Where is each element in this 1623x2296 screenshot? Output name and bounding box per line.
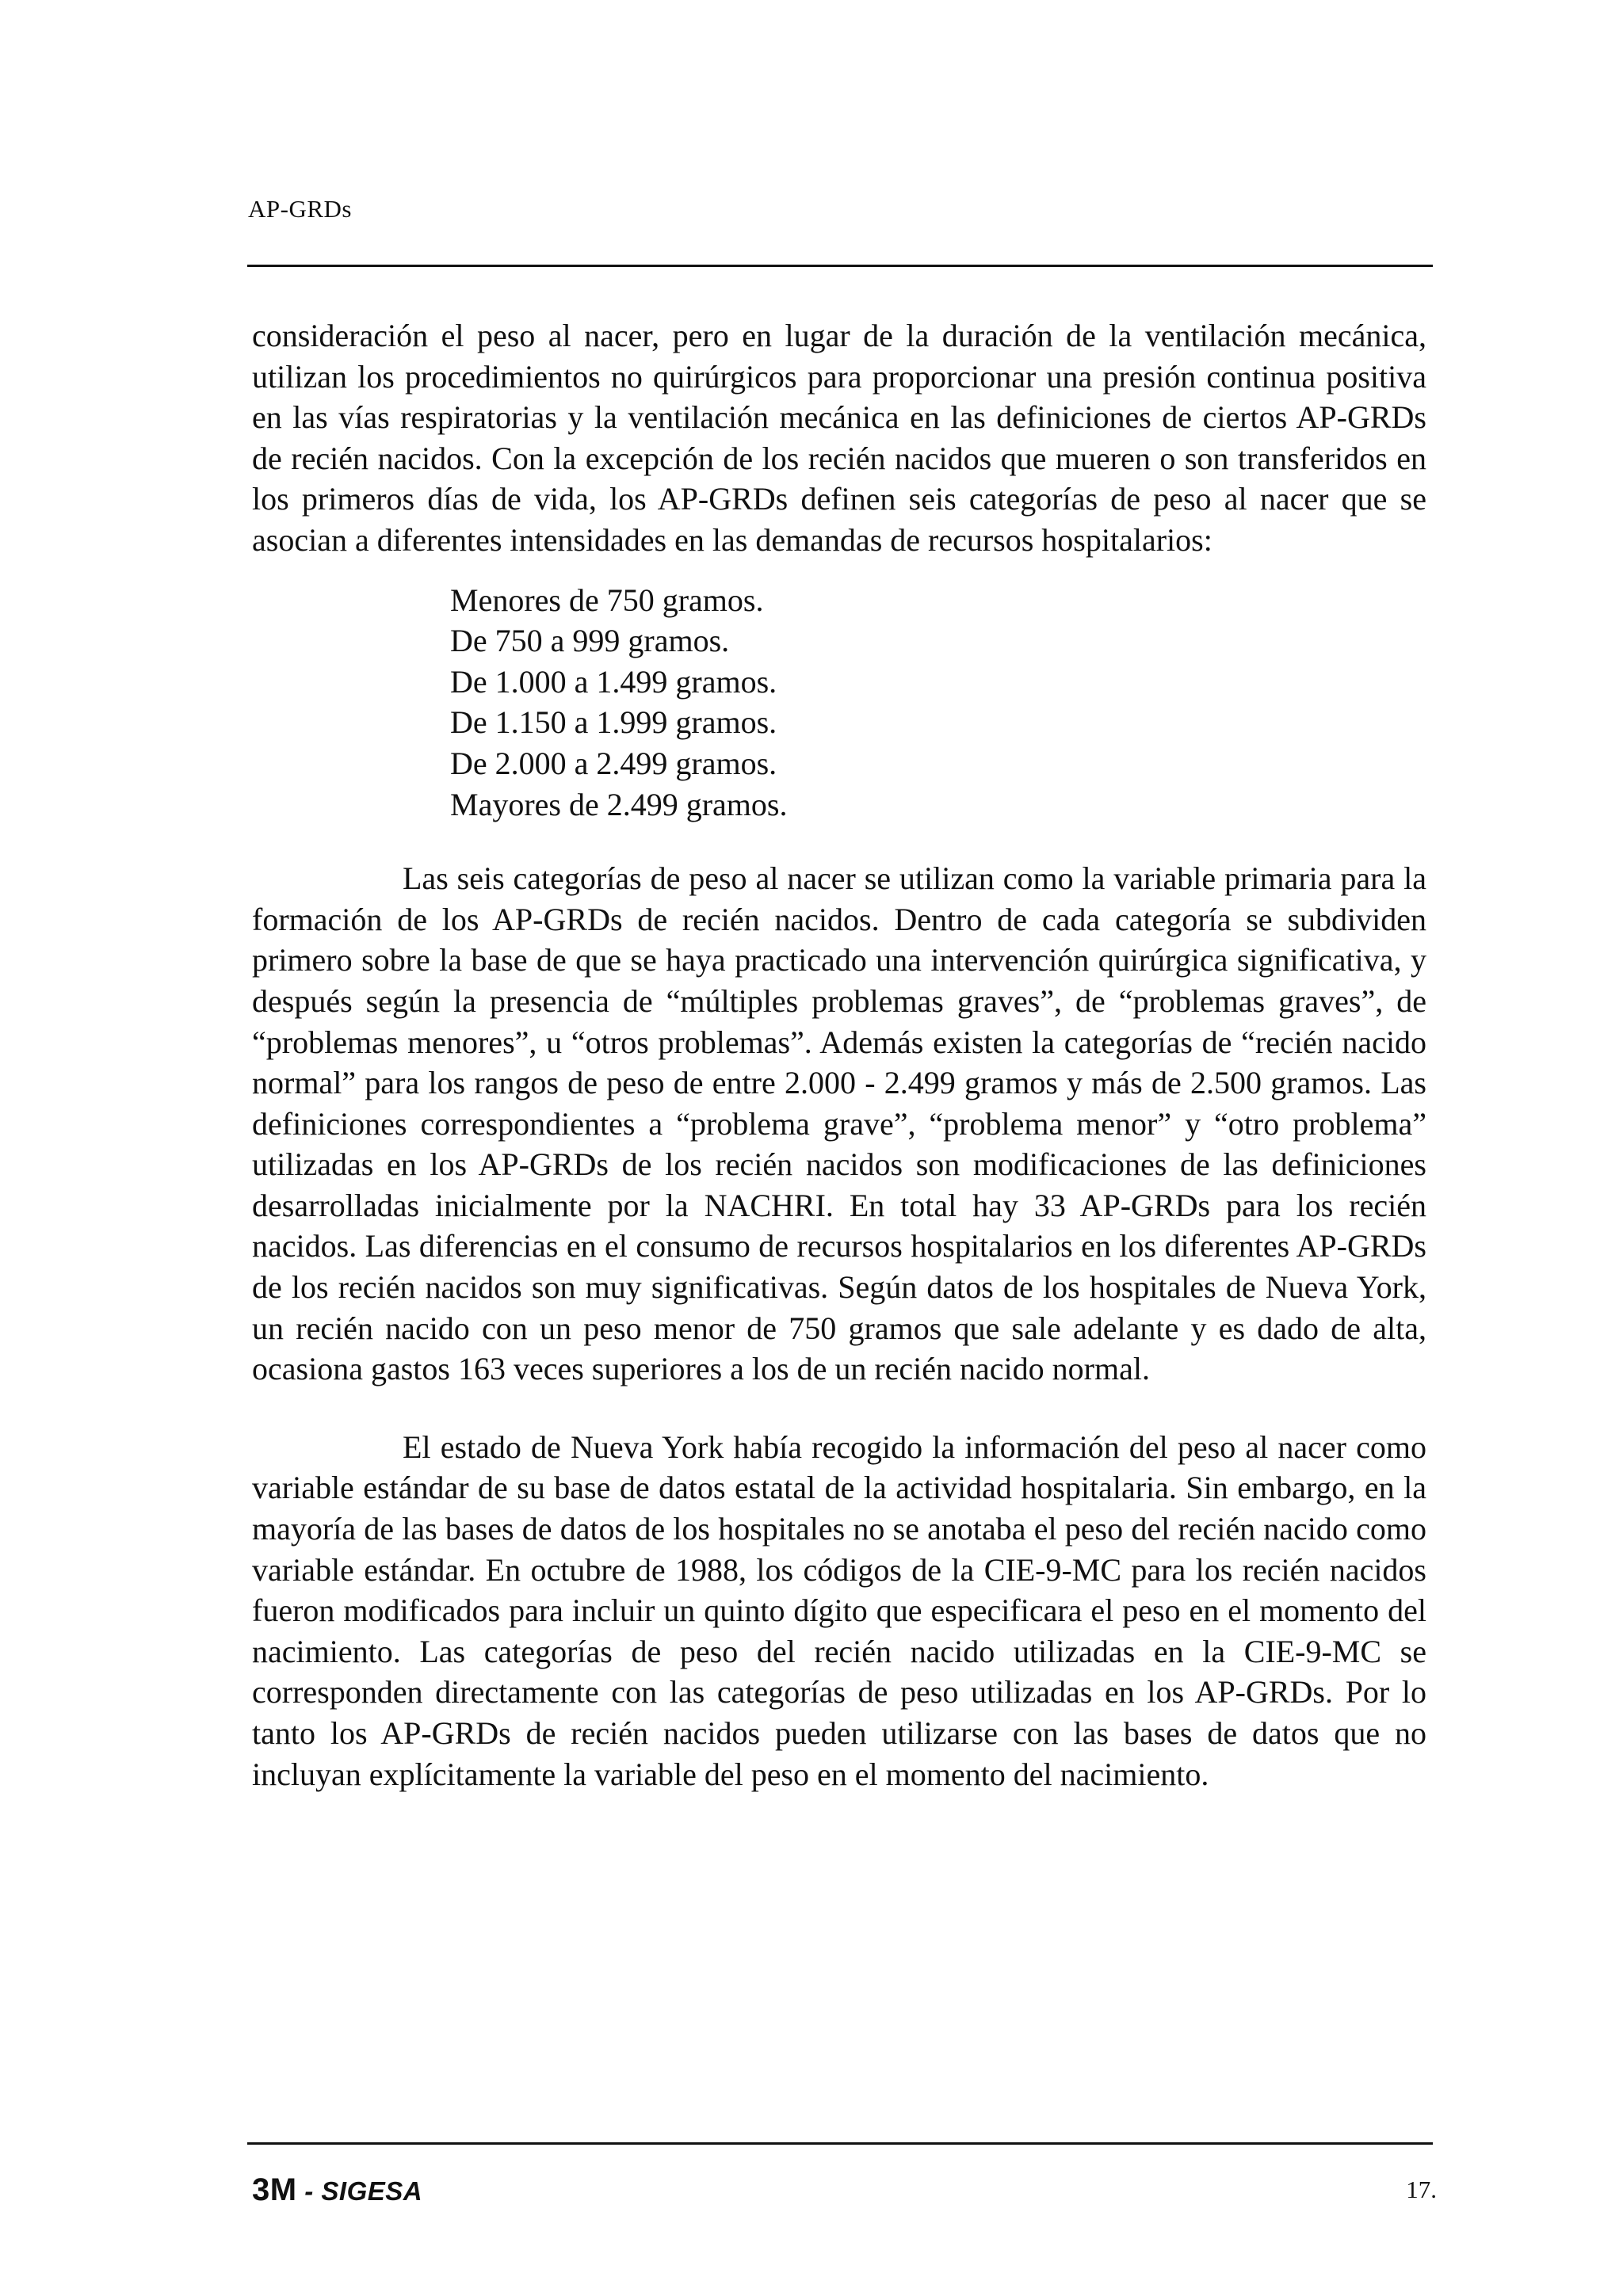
page-body [252, 315, 1426, 1794]
page-number: 17. [1406, 2176, 1437, 2203]
paragraph-gap [252, 1390, 1426, 1427]
header-rule [247, 265, 1433, 267]
weight-category-list [450, 580, 1426, 826]
list-item: Mayores de 2.499 gramos. [450, 786, 788, 822]
paragraph-1: consideración el peso al nacer, pero en lugar de la duración de la ventilación mecánica, utilizan los procedimientos no quirúrgicos para proporcionar una presión continua positiva en las vías respiratorias y la ventilación mecánica en las definiciones de ciertos AP-GRDs de recién nacidos. Con la excepción de los recién nacidos que mueren o son transferidos en los primeros días de vida, los AP-GRDs definen seis categorías de peso al nacer que se asocian a diferentes intensidades en las demandas de recursos hospitalarios: [252, 318, 1426, 558]
list-item: Menores de 750 gramos. [450, 582, 764, 618]
paragraph-2: Las seis categorías de peso al nacer se utilizan como la variable primaria para la formación de los AP-GRDs de recién nacidos. Dentro de cada categoría se subdividen primero sobre la base de que se haya practicado una intervención quirúrgica significativa, y después según la presencia de “múltiples problemas graves”, de “problemas graves”, de “problemas menores”, u “otros problemas”. Además existen la categorías de “recién nacido normal” para los rangos de peso de entre 2.000 - 2.499 gramos y más de 2.500 gramos. Las definiciones correspondientes a “problema grave”, “problema menor” y “otro problema” utilizadas en los AP-GRDs de los recién nacidos son modificaciones de las definiciones desarrolladas inicialmente por la NACHRI. En total hay 33 AP-GRDs para los recién nacidos. Las diferencias en el consumo de recursos hospitalarios en los diferentes AP-GRDs de los recién nacidos son muy significativas. Según datos de los hospitales de Nueva York, un recién nacido con un peso menor de 750 gramos que sale adelante y es dado de alta, ocasiona gastos 163 veces superiores a los de un recién nacido normal. [252, 860, 1426, 1387]
list-item: De 750 a 999 gramos. [450, 623, 730, 659]
brand-3m-logo: 3M [252, 2172, 297, 2207]
footer-rule [247, 2142, 1433, 2145]
list-item: De 2.000 a 2.499 gramos. [450, 745, 777, 781]
footer-brand [252, 2172, 422, 2208]
running-header: AP-GRDs [248, 195, 352, 223]
brand-separator: - [296, 2176, 322, 2206]
list-item: De 1.150 a 1.999 gramos. [450, 704, 777, 741]
list-item: De 1.000 a 1.499 gramos. [450, 663, 777, 700]
brand-name: SIGESA [321, 2176, 423, 2206]
paragraph-3: El estado de Nueva York había recogido la información del peso al nacer como variable estándar de su base de datos estatal de la actividad hospitalaria. Sin embargo, en la mayoría de las bases de datos de los hospitales no se anotaba el peso del recién nacido como variable estándar. En octubre de 1988, los códigos de la CIE-9-MC para los recién nacidos fueron modificados para incluir un quinto dígito que especificara el peso en el momento del nacimiento. Las categorías de peso del recién nacido utilizadas en la CIE-9-MC se corresponden directamente con las categorías de peso utilizadas en los AP-GRDs. Por lo tanto los AP-GRDs de recién nacidos pueden utilizarse con las bases de datos que no incluyan explícitamente la variable del peso en el momento del nacimiento. [252, 1428, 1426, 1792]
